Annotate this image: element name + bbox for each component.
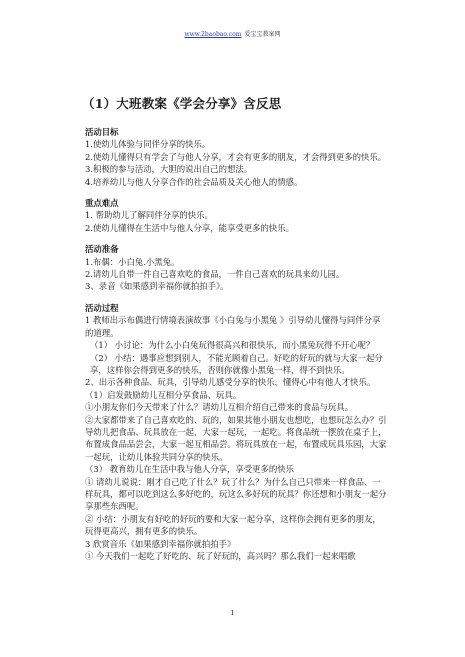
document-body bbox=[85, 126, 387, 562]
section-line: （3） 教育幼儿在生活中我与他人分享，享受更多的快乐 bbox=[85, 464, 294, 475]
section-line: ②大家都带来了自己喜欢吃的、玩的，如果其他小朋友也想吃，也想玩怎么办？引导幼儿把食品、玩具放在一起，大家一起玩，一起吃。将食品统一摆放在桌子上，布置成食品品尝会，大家一起互相品尝。将玩具放在一起，布置成玩具乐园，大家一起玩，让幼儿体验共同分享的快乐。 bbox=[85, 414, 387, 462]
section-line: ① 请幼儿说说：刚才自己吃了什么？玩了什么？为什么自己只带来一样食品、一样玩具，都可以吃到这么多好吃的，玩这么多好玩的玩具？你还想和小朋友一起分享那些东西呢。 bbox=[85, 476, 387, 512]
section-line: 3 欣赏音乐《如果感到幸福你就拍拍手》 bbox=[85, 538, 236, 549]
section-line: （1）启发鼓励幼儿互相分享食品、玩具。 bbox=[85, 389, 242, 400]
section-line: 3.积极的参与活动，大胆的说出自己的想法。 bbox=[85, 164, 253, 175]
section-line: 1. 帮助幼儿了解同伴分享的快乐。 bbox=[85, 210, 213, 221]
section-line: （1） 小讨论：为什么小白兔玩得很高兴和很快乐，而小黑兔玩得不开心呢？ bbox=[90, 340, 375, 351]
section-line: 2.使幼儿懂得只有学会了与他人分享，才会有更多的朋友，才会得到更多的快乐。 bbox=[85, 151, 387, 162]
document-title: （1）大班教案《学会分享》含反思 bbox=[82, 96, 282, 111]
section-line: ① 今天我们一起吃了好吃的、玩了好玩的，高兴吗？那么我们一起来唱歌 bbox=[85, 551, 356, 561]
section-heading-process: 活动过程 bbox=[85, 302, 119, 313]
section-line: ①小朋友你们今天带来了什么？请幼儿互相介绍自己带来的食品与玩具。 bbox=[85, 402, 353, 413]
section-line: 4.培养幼儿与他人分享合作的社会品质及关心他人的情感。 bbox=[85, 176, 303, 187]
section-line: （2） 小结：遇事应想到别人，不能光顾着自己。好吃的好玩的就与大家一起分享，这样你会得到更多的快乐，否则你就像小黑兔一样，得不到快乐。 bbox=[90, 352, 383, 375]
section-heading-key-points: 重点难点 bbox=[85, 198, 119, 209]
section-line: 2.请幼儿自带一件自己喜欢吃的食品，一件自己喜欢的玩具来幼儿园。 bbox=[85, 269, 345, 280]
section-heading-goals: 活动目标 bbox=[85, 127, 119, 137]
section-line: 1 教师出示布偶进行情境表演故事《小白兔与小黑兔 》引导幼儿懂得与同伴分享的道理。 bbox=[85, 315, 381, 338]
section-line: 1.布偶：小白兔.小黑兔。 bbox=[85, 256, 180, 267]
header-site-name: 爱宝宝教案网 bbox=[244, 31, 281, 38]
header-url-link[interactable]: www.2baobao.com bbox=[184, 31, 242, 38]
page-header bbox=[0, 31, 465, 38]
section-line: 3、录音《如果感到幸福你就拍拍手》。 bbox=[85, 281, 229, 292]
section-heading-preparation: 活动准备 bbox=[85, 244, 119, 255]
section-line: 2.使幼儿懂得在生活中与他人分享，能享受更多的快乐。 bbox=[85, 222, 294, 233]
section-line: ② 小结：小朋友有好吃的好玩的要和大家一起分享，这样你会拥有更多的朋友，玩得更高兴，拥有更多的快乐。 bbox=[85, 513, 381, 537]
section-line: 1.使幼儿体验与同伴分享的快乐。 bbox=[85, 139, 211, 150]
section-line: 2、出示各种食品、玩具，引导幼儿感受分享的快乐，懂得心中有他人才快乐。 bbox=[85, 377, 376, 388]
page-number: 1 bbox=[230, 609, 235, 617]
